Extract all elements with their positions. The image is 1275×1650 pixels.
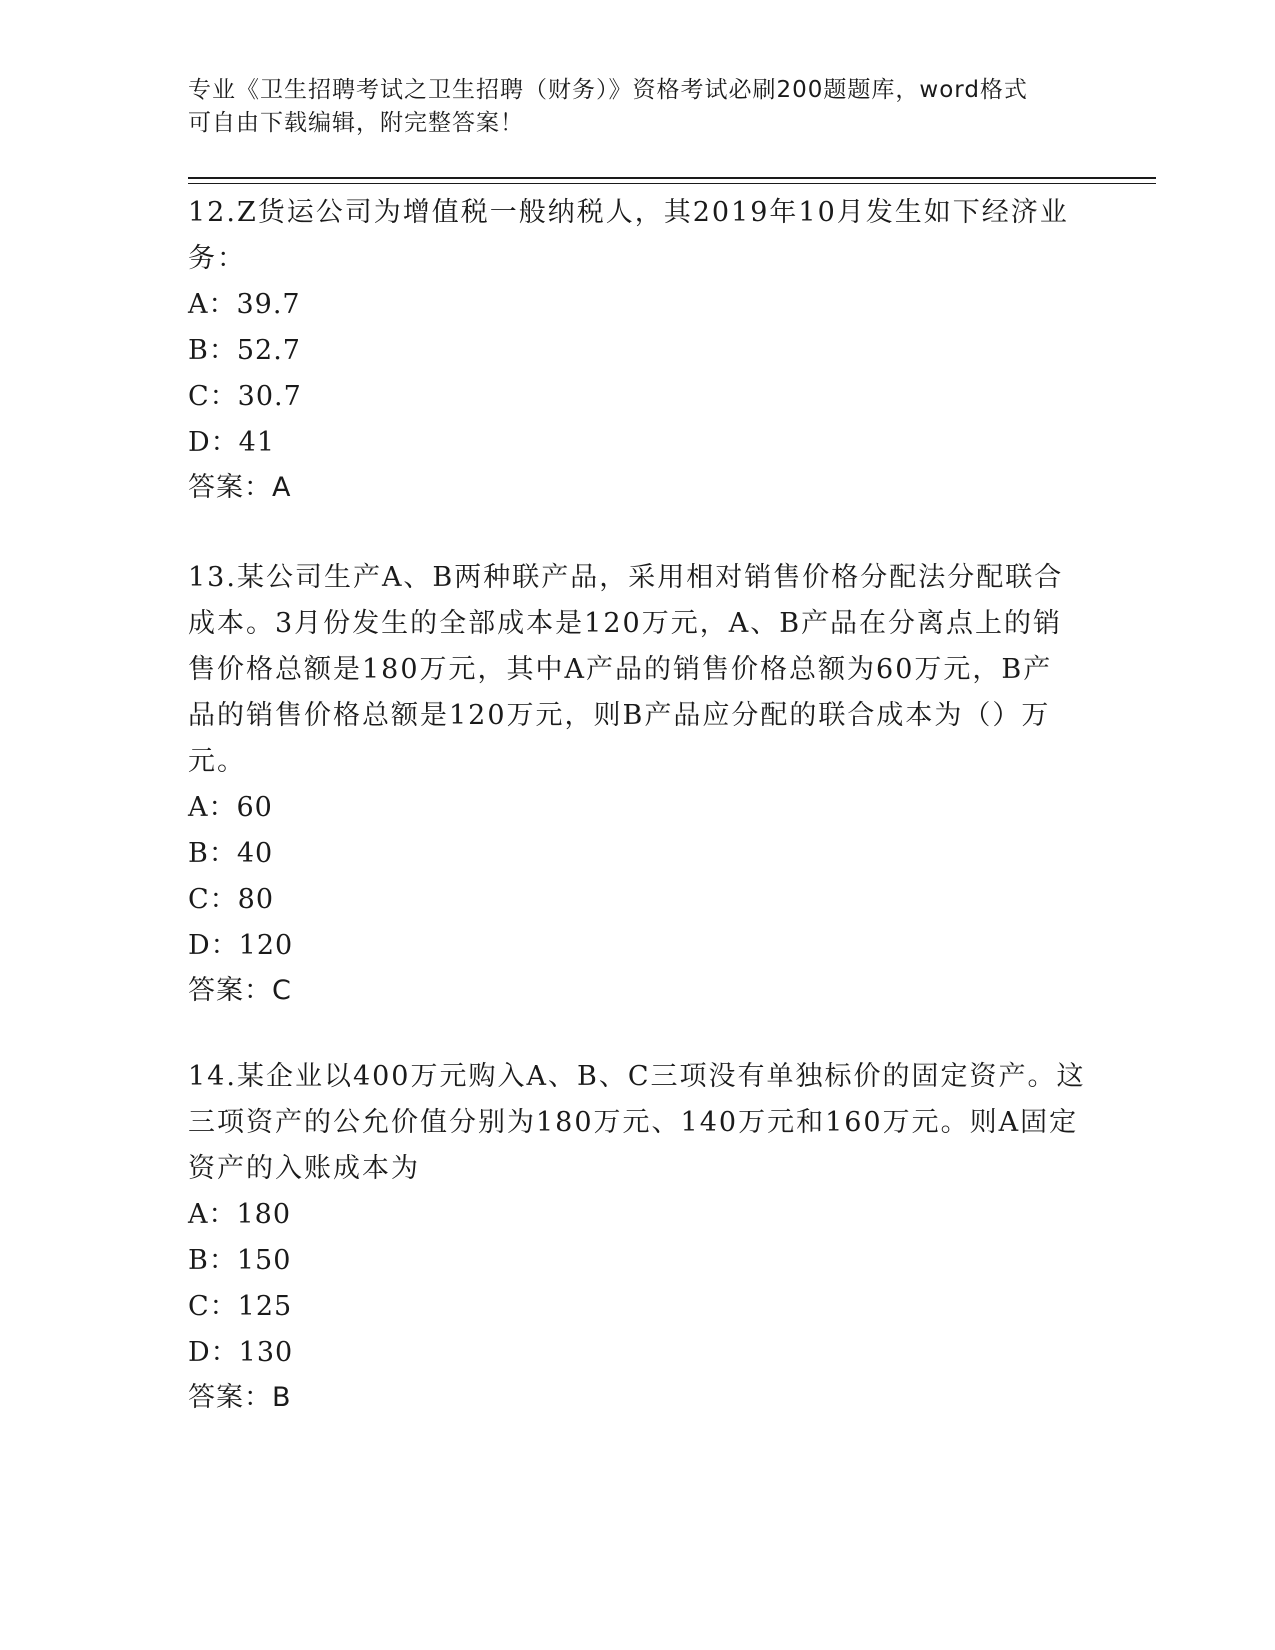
answer: 答案：B — [188, 1382, 292, 1413]
answer: 答案：A — [188, 472, 292, 503]
question-text — [188, 1054, 1088, 1192]
question-text — [188, 190, 1088, 282]
question-text-line: 13.某公司生产A、B两种联产品，采用相对销售价格分配法分配联合 — [188, 562, 1064, 593]
header-divider-thin — [188, 183, 1156, 184]
question-text-line: 成本。3月份发生的全部成本是120万元，A、B产品在分离点上的销 — [188, 608, 1063, 639]
question-text — [188, 555, 1088, 785]
option-b: B：150 — [188, 1245, 292, 1276]
question-text-line: 务： — [188, 243, 246, 274]
option-a: A：39.7 — [188, 289, 301, 320]
answer: 答案：C — [188, 975, 292, 1006]
question-text-line: 售价格总额是180万元，其中A产品的销售价格总额为60万元，B产 — [188, 654, 1053, 685]
question-text-line: 元。 — [188, 746, 246, 777]
question-text-line: 品的销售价格总额是120万元，则B产品应分配的联合成本为（）万 — [188, 700, 1051, 731]
question-text-line: 14.某企业以400万元购入A、B、C三项没有单独标价的固定资产。这 — [188, 1061, 1086, 1092]
question-13 — [188, 555, 1088, 1013]
header-line-1: 专业《卫生招聘考试之卫生招聘（财务）》资格考试必刷200题题库，word格式 — [188, 77, 1028, 103]
header-divider-thick — [188, 177, 1156, 179]
document-header — [188, 74, 1088, 140]
option-c: C：125 — [188, 1291, 293, 1322]
question-12 — [188, 190, 1088, 510]
question-text-line: 资产的入账成本为 — [188, 1153, 420, 1184]
option-c: C：80 — [188, 884, 275, 915]
option-a: A：180 — [188, 1199, 292, 1230]
option-b: B：40 — [188, 838, 274, 869]
option-a: A：60 — [188, 792, 273, 823]
question-14 — [188, 1054, 1088, 1420]
question-text-line: 12.Z货运公司为增值税一般纳税人，其2019年10月发生如下经济业 — [188, 197, 1069, 228]
option-d: D：41 — [188, 427, 276, 458]
header-line-2: 可自由下载编辑，附完整答案！ — [188, 110, 524, 136]
option-d: D：120 — [188, 930, 294, 961]
question-text-line: 三项资产的公允价值分别为180万元、140万元和160万元。则A固定 — [188, 1107, 1079, 1138]
option-c: C：30.7 — [188, 381, 302, 412]
option-b: B：52.7 — [188, 335, 301, 366]
option-d: D：130 — [188, 1337, 294, 1368]
